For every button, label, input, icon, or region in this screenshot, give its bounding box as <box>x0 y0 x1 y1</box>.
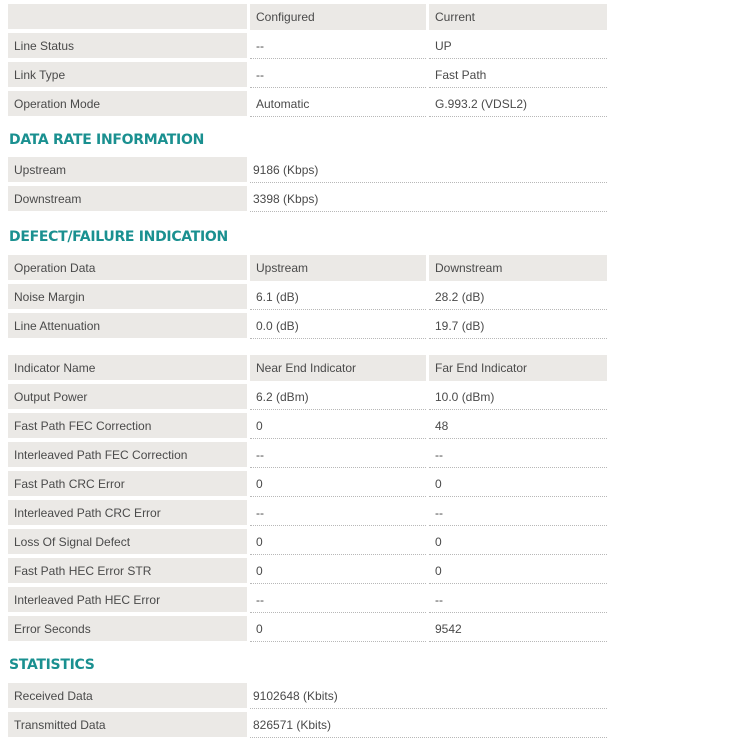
row-label: Fast Path CRC Error <box>8 471 247 497</box>
section-title-statistics: STATISTICS <box>9 657 95 673</box>
row-label: Fast Path HEC Error STR <box>8 558 247 584</box>
section-title-defect-failure: DEFECT/FAILURE INDICATION <box>9 229 228 245</box>
header-configured: Configured <box>250 4 426 30</box>
row-label: Operation Mode <box>8 91 247 117</box>
downstream-value: 28.2 (dB) <box>429 284 607 310</box>
near-end-value: 0 <box>250 558 426 584</box>
row-label: Received Data <box>8 683 247 709</box>
header-downstream: Downstream <box>429 255 607 281</box>
near-end-value: -- <box>250 442 426 468</box>
row-value: 9186 (Kbps) <box>250 157 607 183</box>
row-label: Interleaved Path HEC Error <box>8 587 247 613</box>
header-far-end: Far End Indicator <box>429 355 607 381</box>
section-title-data-rate: DATA RATE INFORMATION <box>9 132 204 148</box>
header-near-end: Near End Indicator <box>250 355 426 381</box>
far-end-value: 0 <box>429 558 607 584</box>
row-label: Link Type <box>8 62 247 88</box>
far-end-value: 10.0 (dBm) <box>429 384 607 410</box>
header-upstream: Upstream <box>250 255 426 281</box>
row-label: Interleaved Path CRC Error <box>8 500 247 526</box>
configured-value: -- <box>250 62 426 88</box>
configured-value: -- <box>250 33 426 59</box>
current-value: Fast Path <box>429 62 607 88</box>
header-indicator-name: Indicator Name <box>8 355 247 381</box>
far-end-value: -- <box>429 500 607 526</box>
row-label: Error Seconds <box>8 616 247 642</box>
current-value: G.993.2 (VDSL2) <box>429 91 607 117</box>
header-operation-data: Operation Data <box>8 255 247 281</box>
far-end-value: -- <box>429 442 607 468</box>
far-end-value: 48 <box>429 413 607 439</box>
far-end-value: -- <box>429 587 607 613</box>
row-label: Transmitted Data <box>8 712 247 738</box>
near-end-value: -- <box>250 587 426 613</box>
near-end-value: -- <box>250 500 426 526</box>
near-end-value: 0 <box>250 616 426 642</box>
row-label: Line Attenuation <box>8 313 247 339</box>
far-end-value: 0 <box>429 529 607 555</box>
near-end-value: 6.2 (dBm) <box>250 384 426 410</box>
row-value: 826571 (Kbits) <box>250 712 607 738</box>
row-label: Loss Of Signal Defect <box>8 529 247 555</box>
configured-value: Automatic <box>250 91 426 117</box>
row-label: Interleaved Path FEC Correction <box>8 442 247 468</box>
header-empty-cell <box>8 4 247 30</box>
far-end-value: 0 <box>429 471 607 497</box>
near-end-value: 0 <box>250 529 426 555</box>
near-end-value: 0 <box>250 471 426 497</box>
row-label: Upstream <box>8 157 247 183</box>
row-label: Line Status <box>8 33 247 59</box>
far-end-value: 9542 <box>429 616 607 642</box>
near-end-value: 0 <box>250 413 426 439</box>
upstream-value: 0.0 (dB) <box>250 313 426 339</box>
current-value: UP <box>429 33 607 59</box>
upstream-value: 6.1 (dB) <box>250 284 426 310</box>
row-label: Noise Margin <box>8 284 247 310</box>
row-label: Fast Path FEC Correction <box>8 413 247 439</box>
header-current: Current <box>429 4 607 30</box>
row-label: Output Power <box>8 384 247 410</box>
row-label: Downstream <box>8 186 247 212</box>
row-value: 9102648 (Kbits) <box>250 683 607 709</box>
row-value: 3398 (Kbps) <box>250 186 607 212</box>
downstream-value: 19.7 (dB) <box>429 313 607 339</box>
